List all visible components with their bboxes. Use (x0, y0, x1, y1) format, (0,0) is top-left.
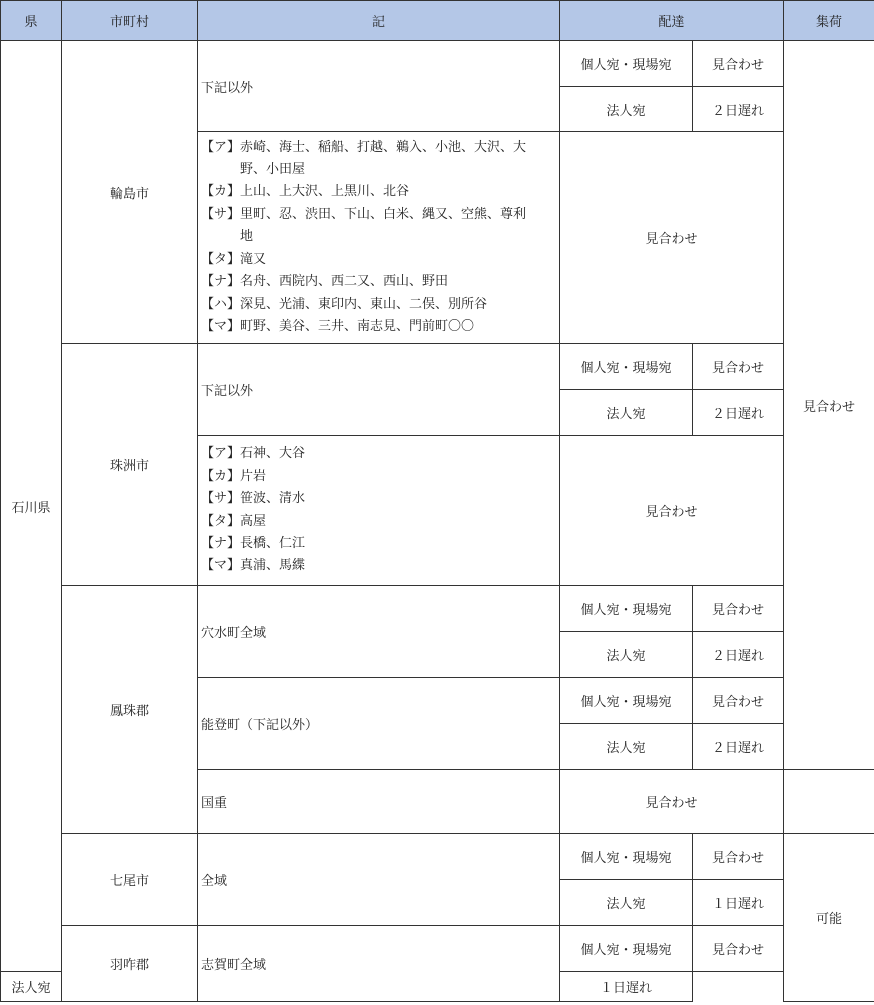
status-cell: １日遅れ (693, 880, 784, 926)
kana-tag: 【ナ】 (201, 535, 241, 551)
city-cell-suzu: 珠洲市 (62, 344, 198, 586)
area-names: 里町、忍、渋田、下山、白米、縄又、空熊、尊利地 (240, 206, 527, 245)
recipient-label: 個人宛・現場宛 (560, 834, 693, 880)
note-cell: 全域 (198, 834, 560, 926)
status-cell: 見合わせ (560, 436, 784, 586)
area-names: 真浦、馬緤 (240, 558, 306, 574)
status-cell: 見合わせ (693, 586, 784, 632)
table-row (1, 926, 874, 972)
status-cell: 見合わせ (693, 926, 784, 972)
area-names: 滝又 (240, 251, 267, 267)
area-line (201, 443, 556, 465)
kana-tag: 【カ】 (201, 468, 241, 484)
area-list-cell (198, 436, 560, 586)
area-line (201, 137, 556, 182)
area-line (201, 294, 556, 316)
recipient-label: 法人宛 (1, 972, 62, 1002)
header-note: 記 (198, 1, 560, 41)
area-line (201, 204, 556, 249)
table-row (1, 41, 874, 87)
area-line (201, 316, 556, 338)
recipient-label: 個人宛・現場宛 (560, 678, 693, 724)
recipient-label: 個人宛・現場宛 (560, 926, 693, 972)
note-cell: 穴水町全域 (198, 586, 560, 678)
status-cell: 見合わせ (693, 834, 784, 880)
status-cell: ２日遅れ (693, 87, 784, 132)
status-cell: 見合わせ (560, 770, 784, 834)
city-cell-hoshu: 鳳珠郡 (62, 586, 198, 834)
status-cell: １日遅れ (560, 972, 693, 1002)
area-names: 長橋、仁江 (240, 535, 306, 551)
status-cell: 見合わせ (693, 344, 784, 390)
area-line (201, 181, 556, 203)
note-cell: 下記以外 (198, 344, 560, 436)
kana-tag: 【サ】 (201, 491, 241, 507)
header-pref: 県 (1, 1, 62, 41)
kana-tag: 【タ】 (201, 251, 241, 267)
header-pickup: 集荷 (784, 1, 874, 41)
area-names: 片岩 (240, 468, 267, 484)
status-cell: 見合わせ (693, 41, 784, 87)
city-cell-hakui: 羽咋郡 (62, 926, 198, 1002)
recipient-label: 個人宛・現場宛 (560, 344, 693, 390)
header-city: 市町村 (62, 1, 198, 41)
table-row (1, 834, 874, 880)
kana-tag: 【ナ】 (201, 274, 241, 290)
note-cell: 下記以外 (198, 41, 560, 132)
kana-tag: 【タ】 (201, 513, 241, 529)
status-cell: ２日遅れ (693, 390, 784, 436)
area-line (201, 555, 556, 577)
area-names: 石神、大谷 (240, 446, 306, 462)
kana-tag: 【ア】 (201, 446, 241, 462)
header-delivery: 配達 (560, 1, 784, 41)
note-cell: 志賀町全域 (198, 926, 560, 1002)
status-cell: 見合わせ (560, 132, 784, 344)
area-names: 深見、光浦、東印内、東山、二俣、別所谷 (240, 296, 488, 312)
table-row (1, 586, 874, 632)
kana-tag: 【ア】 (201, 139, 241, 155)
area-line (201, 466, 556, 488)
kana-tag: 【マ】 (201, 318, 241, 334)
recipient-label: 法人宛 (560, 87, 693, 132)
area-names: 赤崎、海士、稲船、打越、鵜入、小池、大沢、大野、小田屋 (240, 139, 527, 178)
pref-cell: 石川県 (1, 41, 62, 972)
kana-tag: 【マ】 (201, 558, 241, 574)
area-line (201, 249, 556, 271)
recipient-label: 個人宛・現場宛 (560, 41, 693, 87)
note-cell: 能登町（下記以外） (198, 678, 560, 770)
area-line (201, 511, 556, 533)
recipient-label: 法人宛 (560, 880, 693, 926)
kana-tag: 【サ】 (201, 206, 241, 222)
area-names: 上山、上大沢、上黒川、北谷 (240, 184, 410, 200)
area-names: 笹波、清水 (240, 491, 306, 507)
status-cell: 見合わせ (693, 678, 784, 724)
city-cell-nanao: 七尾市 (62, 834, 198, 926)
pickup-cell: 可能 (784, 834, 874, 1002)
pickup-cell: 見合わせ (784, 41, 874, 770)
area-line (201, 271, 556, 293)
city-cell-wajima: 輪島市 (62, 41, 198, 344)
note-cell: 国重 (198, 770, 560, 834)
area-line (201, 488, 556, 510)
area-list-cell (198, 132, 560, 344)
recipient-label: 個人宛・現場宛 (560, 586, 693, 632)
kana-tag: 【カ】 (201, 184, 241, 200)
kana-tag: 【ハ】 (201, 296, 241, 312)
area-names: 高屋 (240, 513, 267, 529)
area-line (201, 533, 556, 555)
area-names: 名舟、西院内、西二又、西山、野田 (240, 274, 449, 290)
table-row (1, 344, 874, 390)
status-cell: ２日遅れ (693, 632, 784, 678)
status-cell: ２日遅れ (693, 724, 784, 770)
header-row (1, 1, 874, 41)
recipient-label: 法人宛 (560, 632, 693, 678)
recipient-label: 法人宛 (560, 724, 693, 770)
area-names: 町野、美谷、三井、南志見、門前町〇〇 (240, 318, 475, 334)
recipient-label: 法人宛 (560, 390, 693, 436)
